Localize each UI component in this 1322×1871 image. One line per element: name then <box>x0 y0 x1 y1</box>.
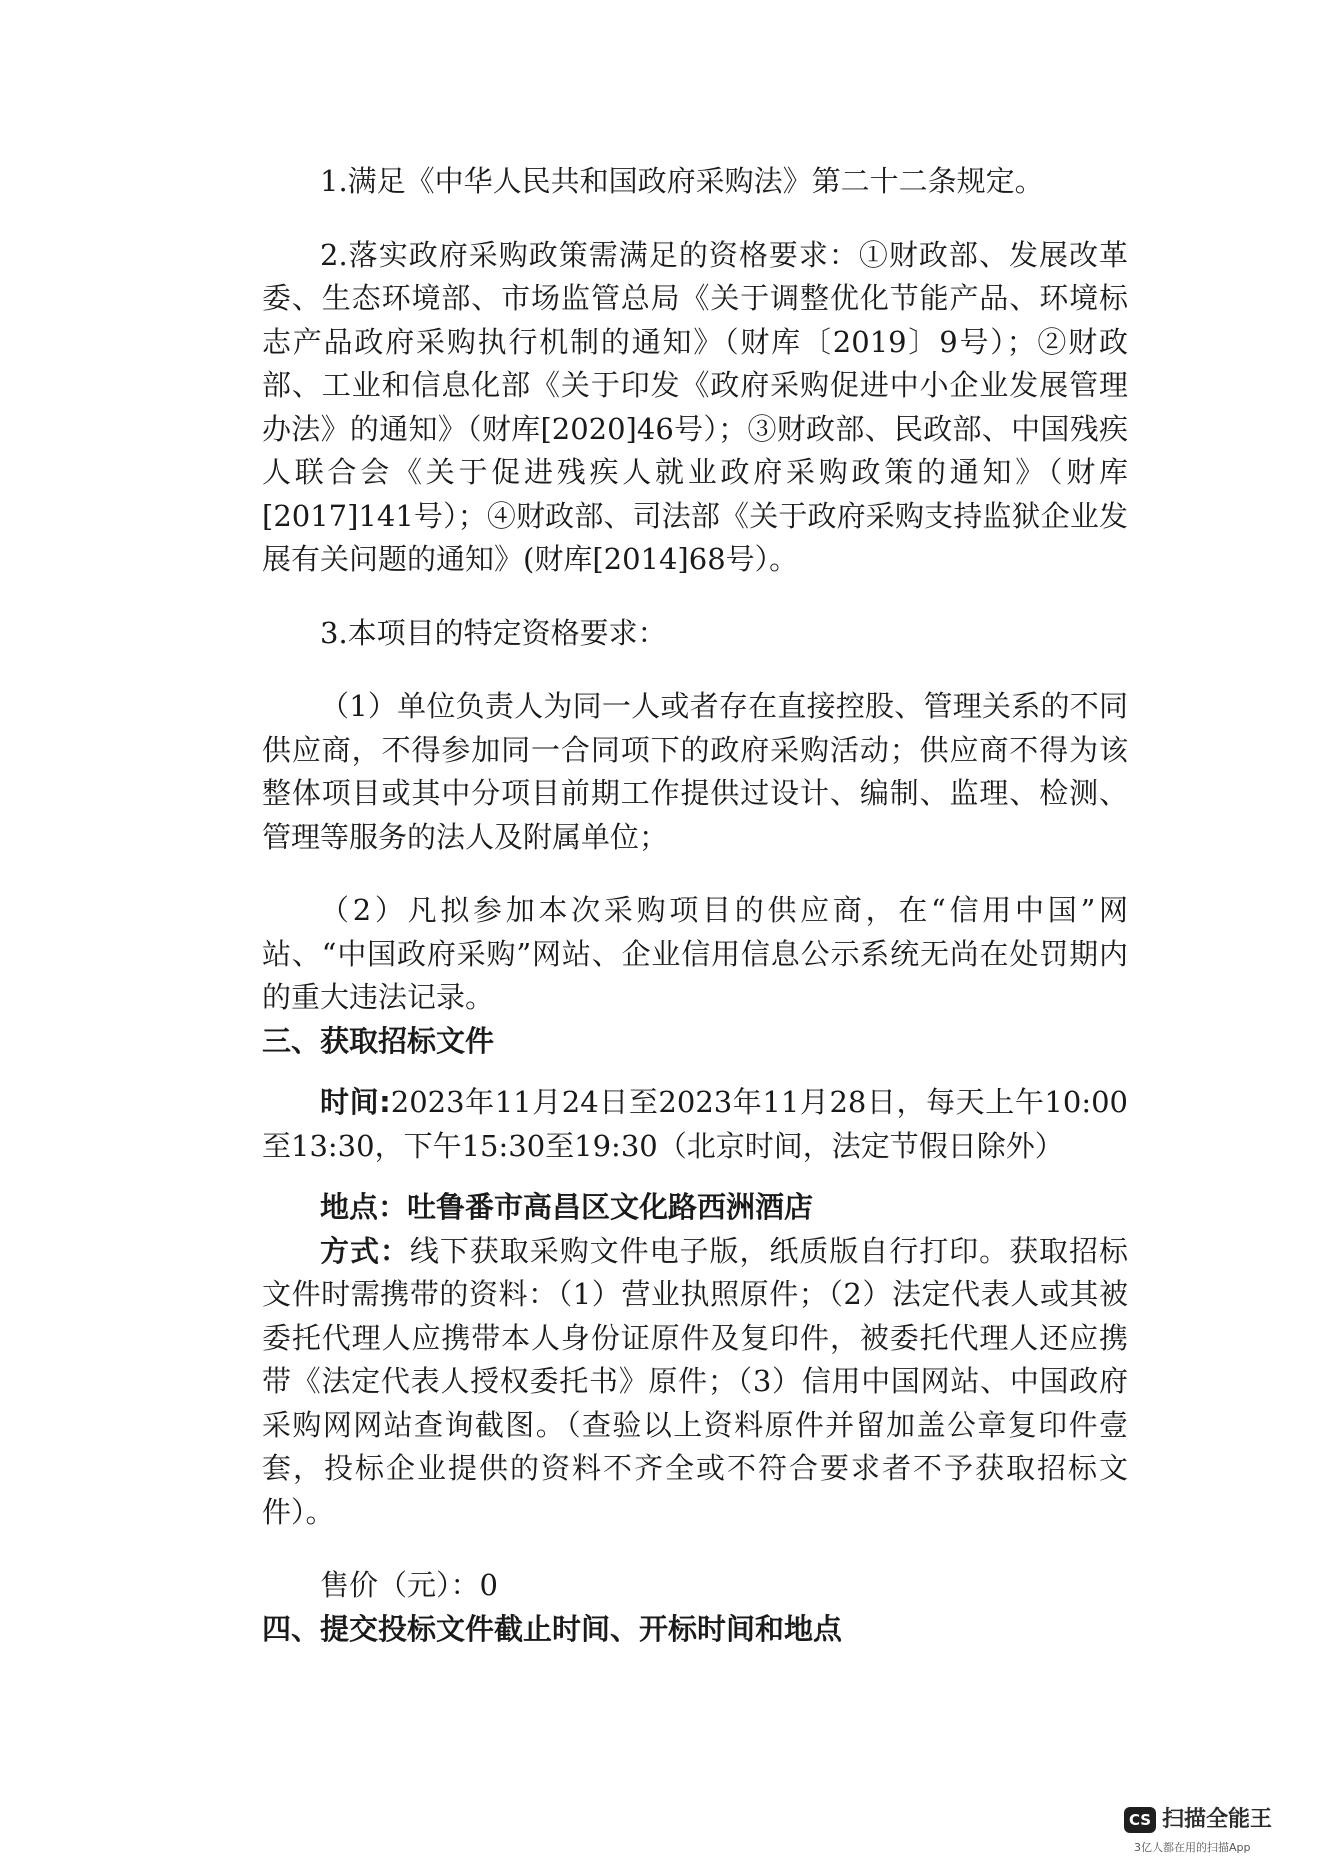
method-label: 方式： <box>320 1233 410 1268</box>
place-label: 地点： <box>320 1190 408 1224</box>
camscanner-logo-icon: CS <box>1124 1807 1156 1833</box>
paragraph-place <box>262 1186 1128 1230</box>
paragraph-specific-1: （1）单位负责人为同一人或者存在直接控股、管理关系的不同供应商，不得参加同一合同项下的政府采购活动；供应商不得为该整体项目或其中分项目前期工作提供过设计、编制、监理、检测、管理等服务的法人及附属单位； <box>262 689 1128 854</box>
watermark-title: 扫描全能王 <box>1162 1807 1273 1832</box>
section-heading-obtain-documents: 三、获取招标文件 <box>262 1023 495 1058</box>
paragraph-method <box>262 1230 1128 1535</box>
time-label: 时间: <box>320 1085 391 1119</box>
watermark-subtitle: 3亿人都在用的扫描App <box>1134 1841 1251 1854</box>
method-value: 线下获取采购文件电子版，纸质版自行打印。获取招标文件时需携带的资料：（1）营业执照原件；（2）法定代表人或其被委托代理人应携带本人身份证原件及复印件，被委托代理人还应携带《法定代表人授权委托书》原件；（3）信用中国网站、中国政府采购网网站查询截图。（查验以上资料原件并留加盖公章复印件壹套，投标企业提供的资料不齐全或不符合要求者不予获取招标文件）。 <box>262 1233 1128 1529</box>
time-value: 2023年11月24日至2023年11月28日，每天上午10:00至13:30，下午15:30至19:30（北京时间，法定节假日除外） <box>262 1085 1128 1163</box>
paragraph-specific-2: （2）凡拟参加本次采购项目的供应商，在“信用中国”网站、“中国政府采购”网站、企业信用信息公示系统无尚在处罚期内的重大违法记录。 <box>262 893 1128 1014</box>
paragraph-qualification-1: 1.满足《中华人民共和国政府采购法》第二十二条规定。 <box>320 164 1044 198</box>
paragraph-qualification-2: 2.落实政府采购政策需满足的资格要求：①财政部、发展改革委、生态环境部、市场监管总局《关于调整优化节能产品、环境标志产品政府采购执行机制的通知》（财库〔2019〕9号）；②财政部、工业和信息化部《关于印发《政府采购促进中小企业发展管理办法》的通知》（财库[2020]46号）；③财政部、民政部、中国残疾人联合会《关于促进残疾人就业政府采购政策的通知》（财库[2017]141号）；④财政部、司法部《关于政府采购支持监狱企业发展有关问题的通知》(财库[2014]68号）。 <box>262 237 1128 576</box>
section-heading-submission: 四、提交投标文件截止时间、开标时间和地点 <box>262 1611 843 1646</box>
scanner-watermark <box>1124 1805 1294 1857</box>
place-value: 吐鲁番市高昌区文化路西洲酒店 <box>407 1190 814 1224</box>
paragraph-time <box>262 1081 1128 1168</box>
paragraph-qualification-3: 3.本项目的特定资格要求： <box>320 615 667 650</box>
document-body <box>262 160 1128 1651</box>
paragraph-price: 售价（元）：0 <box>320 1568 498 1602</box>
